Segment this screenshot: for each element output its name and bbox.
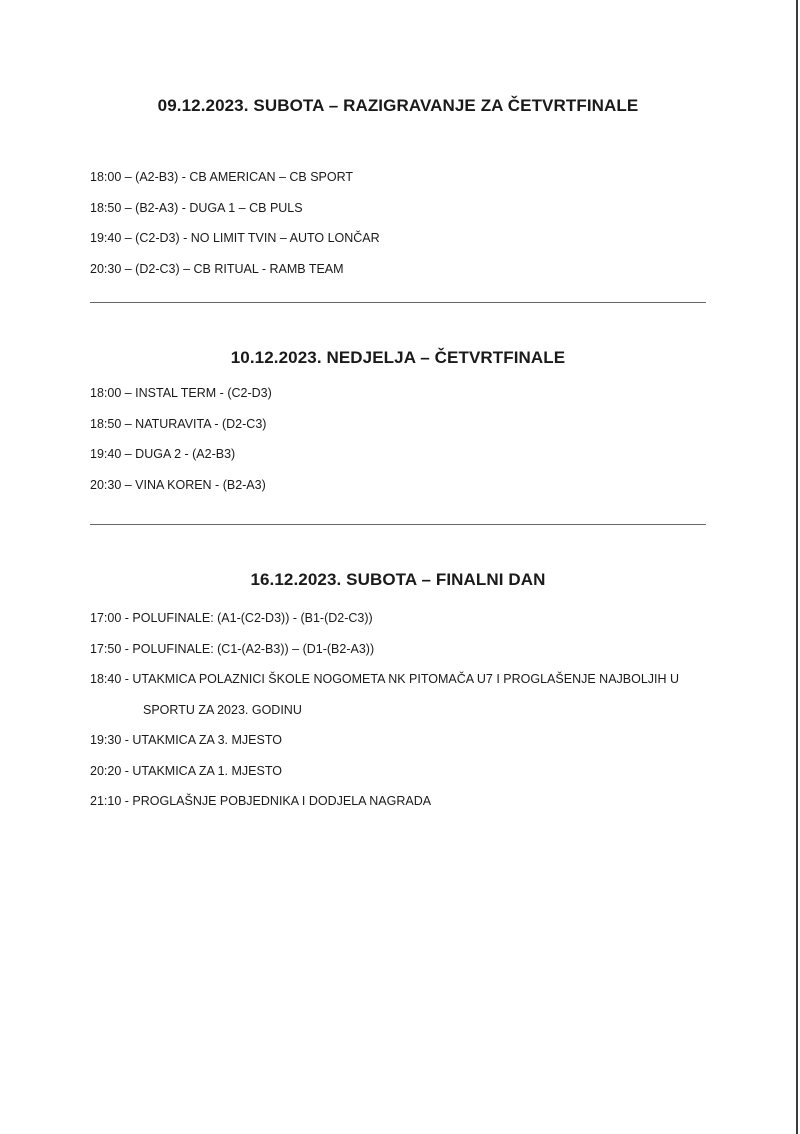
schedule-section-quarterfinal [90, 348, 706, 507]
match-row: 21:10 - PROGLAŠNJE POBJEDNIKA I DODJELA NAGRADA [90, 794, 432, 808]
section-divider [90, 302, 706, 303]
match-row: 20:20 - UTAKMICA ZA 1. MJESTO [90, 763, 282, 778]
section-heading: 10.12.2023. NEDJELJA – ČETVRTFINALE [230, 348, 566, 367]
section-heading: 09.12.2023. SUBOTA – RAZIGRAVANJE ZA ČETVRTFINALE [157, 96, 639, 115]
match-row: 19:40 – (C2-D3) - NO LIMIT TVIN – AUTO LONČAR [90, 231, 380, 245]
match-row: 19:40 – DUGA 2 - (A2-B3) [90, 447, 236, 461]
match-row: 20:30 – (D2-C3) – CB RITUAL - RAMB TEAM [90, 261, 344, 276]
match-row: 17:50 - POLUFINALE: (C1-(A2-B3)) – (D1-(B2-A3)) [90, 641, 375, 656]
match-list [90, 169, 706, 277]
match-row: 18:50 – (B2-A3) - DUGA 1 – CB PULS [90, 200, 303, 215]
schedule-section-final-day [90, 570, 706, 824]
section-divider [90, 524, 706, 525]
match-row: 19:30 - UTAKMICA ZA 3. MJESTO [90, 733, 282, 747]
match-list [90, 385, 706, 493]
match-row: 18:00 – INSTAL TERM - (C2-D3) [90, 386, 272, 400]
section-heading: 16.12.2023. SUBOTA – FINALNI DAN [250, 570, 546, 589]
match-row: 18:50 – NATURAVITA - (D2-C3) [90, 416, 267, 431]
match-row: 18:00 – (A2-B3) - CB AMERICAN – CB SPORT [90, 170, 354, 184]
match-row: 18:40 - UTAKMICA POLAZNICI ŠKOLE NOGOMETA NK PITOMAČA U7 I PROGLAŠENJE NAJBOLJIH U [90, 672, 680, 686]
match-row-continuation: SPORTU ZA 2023. GODINU [143, 702, 302, 717]
match-list [90, 610, 706, 809]
match-row: 17:00 - POLUFINALE: (A1-(C2-D3)) - (B1-(D2-C3)) [90, 611, 373, 625]
schedule-section-quarterfinal-playoff [90, 96, 706, 291]
match-row: 20:30 – VINA KOREN - (B2-A3) [90, 477, 266, 492]
